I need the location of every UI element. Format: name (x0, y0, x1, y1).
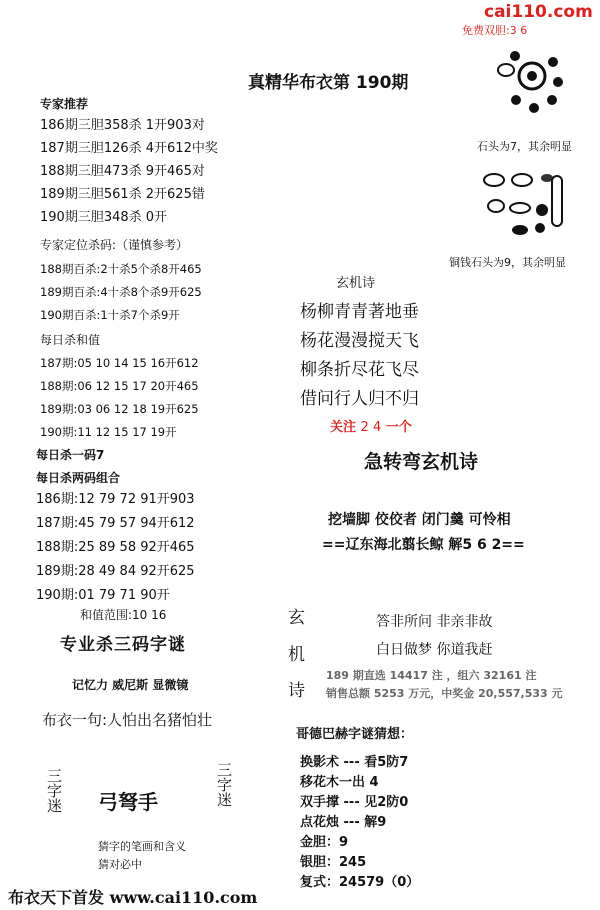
expert-row: 189期三胆561杀 2开625错 (40, 187, 205, 202)
turn-line-1: 挖墙脚 佼佼者 闭门羹 可怜相 (328, 512, 511, 528)
expert-row: 186期三胆358杀 1开903对 (40, 118, 205, 133)
experts-heading: 专家推荐 (40, 97, 89, 111)
coins-stones-picture (490, 48, 570, 128)
position-kill-row: 190期百杀:1十杀7个杀9开 (40, 308, 180, 322)
daily-pair-row: 187期:45 79 57 94开612 (36, 516, 195, 531)
riddle-hint: 猜字的笔画和含义 (98, 840, 186, 853)
riddle-hint: 猜对必中 (98, 858, 142, 871)
expert-row: 188期三胆473杀 9开465对 (40, 164, 205, 179)
daily-sum-row: 189期:03 06 12 18 19开625 (40, 402, 199, 416)
goldbach-heading: 哥德巴赫字谜猜想： (296, 727, 414, 742)
daily-pair-row: 190期:01 79 71 90开 (36, 588, 170, 603)
picture-caption-2: 铜钱石头为9，其余明显 (449, 256, 566, 269)
goldbach-row: 银胆：245 (300, 855, 367, 870)
poem-line: 杨花漫漫搅天飞 (300, 331, 419, 351)
expert-row: 187期三胆126杀 4开612中奖 (40, 141, 218, 156)
goldbach-row: 双手撑 --- 见2防0 (300, 795, 409, 810)
sales-line-2: 销售总额 5253 万元，中奖金 20,557,533 元 (326, 687, 563, 700)
footer-text: 布衣天下首发 www.cai110.com (8, 888, 258, 907)
goldbach-row: 换影术 --- 看5防7 (300, 755, 409, 770)
goldbach-row: 点花烛 --- 解9 (300, 815, 387, 830)
position-kill-heading: 专家定位杀码:（谨慎参考） (40, 238, 189, 252)
riddle-center: 弓弩手 (98, 790, 158, 814)
turn-title: 急转弯玄机诗 (364, 451, 479, 473)
three-code-title: 专业杀三码字谜 (60, 635, 186, 655)
goldbach-row: 移花木一出 4 (300, 775, 379, 790)
poem-line: 借问行人归不归 (300, 389, 419, 409)
expert-row: 190期三胆348杀 0开 (40, 210, 168, 225)
daily-kill-one: 每日杀一码7 (36, 448, 105, 462)
daily-sum-row: 187期:05 10 14 15 16开612 (40, 356, 199, 370)
daily-pair-heading: 每日杀两码组合 (36, 471, 121, 485)
poem2-line: 白日做梦 你道我赶 (376, 642, 493, 658)
coins-stones-picture-2 (480, 168, 570, 242)
picture-caption-1: 石头为7，其余明显 (477, 140, 572, 153)
turn-line-2: ==辽东海北翦长鲸 解5 6 2== (322, 537, 525, 553)
poem2-vertical-1: 玄 (288, 608, 305, 628)
position-kill-row: 188期百杀:2十杀5个杀8开465 (40, 262, 202, 276)
goldbach-row: 金胆：9 (300, 835, 349, 850)
three-code-words: 记忆力 威尼斯 显微镜 (72, 678, 189, 692)
poem2-line: 答非所问 非亲非故 (376, 614, 493, 630)
focus-suffix: 一个 (385, 420, 412, 435)
daily-pair-row: 186期:12 79 72 91开903 (36, 492, 195, 507)
sum-range: 和值范围:10 16 (80, 608, 167, 622)
position-kill-row: 189期百杀:4十杀8个杀9开625 (40, 285, 202, 299)
poem2-vertical-2: 机 (288, 645, 305, 665)
daily-sum-row: 190期:11 12 15 17 19开 (40, 425, 177, 439)
daily-sum-row: 188期:06 12 15 17 20开465 (40, 379, 199, 393)
daily-pair-row: 189期:28 49 84 92开625 (36, 564, 195, 579)
free-badge: 免费双胆:3 6 (462, 24, 528, 37)
riddle-side-left: 三字迷 (45, 768, 63, 813)
focus-line (330, 416, 412, 435)
page-title: 真精华布衣第 190期 (248, 73, 409, 93)
goldbach-row: 复式：24579（0） (300, 875, 420, 890)
daily-pair-row: 188期:25 89 58 92开465 (36, 540, 195, 555)
sales-line-1: 189 期直选 14417 注 ，组六 32161 注 (326, 669, 537, 682)
poem-line: 杨柳青青著地垂 (300, 302, 419, 322)
poem-line: 柳条折尽花飞尽 (300, 360, 419, 380)
focus-label: 关注 (330, 420, 357, 435)
focus-digits: 2 4 (360, 420, 382, 435)
riddle-side-right: 三字迷 (215, 762, 233, 807)
daily-sum-heading: 每日杀和值 (40, 333, 101, 347)
poem2-vertical-3: 诗 (288, 681, 305, 701)
site-logo: cai110.com (484, 2, 593, 22)
cloth-phrase: 布衣一句:人怕出名猪怕壮 (42, 711, 213, 729)
poem-heading: 玄机诗 (336, 276, 376, 291)
